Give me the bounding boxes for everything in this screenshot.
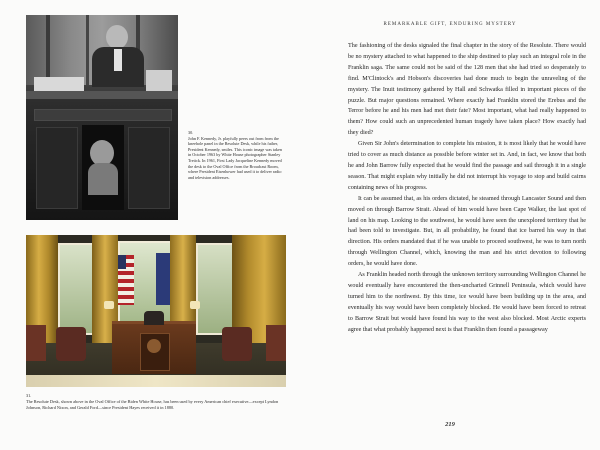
paragraph: As Franklin headed north through the unknown territory surrounding Wellington Channel he would eventually have encountered the then-uncharted Grinnell Peninsula, which would have turned him to the northwest. By this time, ice would have been building up in the area, and eventually his way would have been completely blocked. He would have been forced to retreat to Barrow Strait but would have found his way to the west also blocked. Most Arctic experts agree that what probably happened next is that Franklin then found a passageway <box>348 272 586 333</box>
caption-text: The Resolute Desk, shown above in the Oval Office of the Biden White House, has been used by every American chief executive—except Lyndon Johnson, Richard Nixon, and Gerald Ford—since President Hayes received it in 1880. <box>26 398 279 410</box>
caption-30 <box>188 130 286 180</box>
caption-number: 31. <box>26 393 32 398</box>
caption-31 <box>26 393 288 410</box>
running-head: REMARKABLE GIFT, ENDURING MYSTERY <box>383 22 517 27</box>
body-text <box>348 41 586 335</box>
caption-text: John F. Kennedy, Jr. playfully peers out from from the kneehole panel in the Resolute Desk, while his father, President Kennedy, smiles. This iconic image was taken in October 1963 by White House photographer Stanley Tretick. In 1961, First Lady Jacqueline Kennedy moved the desk to the Oval Office from the Broadcast Room, where President Eisenhower had used it to deliver radio and television addresses. <box>188 135 282 180</box>
paragraph: The fashioning of the desks signaled the final chapter in the story of the Resolute. There would be no mystery attached to what happened to the ship destined to play such an integral role in the Franklin saga. The same could not be said of the 128 men that she had tried so desperately to find. M'Clintock's and Hobson's discoveries had done much to begin the unraveling of the mystery. The Inuit testimony gathered by Hall and Schwatka filled in important pieces of the puzzle. But major questions remained. Where exactly had Franklin stored the Erebus and the Terror before he and his men had met their fate? Most important, what had really happened to them? How could such an unprecedented human tragedy have taken place? How exactly had they died? <box>348 43 586 137</box>
paragraph: It can be assumed that, as his orders dictated, he steamed through Lancaster Sound and then moved on through Barrow Strait. Ahead of him would have been Cape Walker, the last spot of land on his map. Looking to the southwest, he would have seen the unexplored territory that he had been told to investigate. But, in all probability, he found that ice barred his way in that direction. His orders mandated that if he was unable to proceed southwest, he was to turn north through Wellington Channel, which, knowing the man and his strict devotion to following orders, he would have done. <box>348 195 586 268</box>
caption-number: 30. <box>188 130 194 135</box>
right-page <box>300 0 600 450</box>
photo-kennedy-resolute-desk <box>26 15 178 220</box>
photo-oval-office <box>26 235 286 387</box>
paragraph: Given Sir John's determination to complete his mission, it is most likely that he would have tried to cover as much distance as possible before winter set in. And, in fact, we know that both he and John Barrow fully expected that he would find the passage and sail through it in a single season. That might explain why initially he did not interrupt his voyage to stop and build cairns containing news of his progress. <box>348 141 586 191</box>
page-number: 219 <box>445 421 455 428</box>
